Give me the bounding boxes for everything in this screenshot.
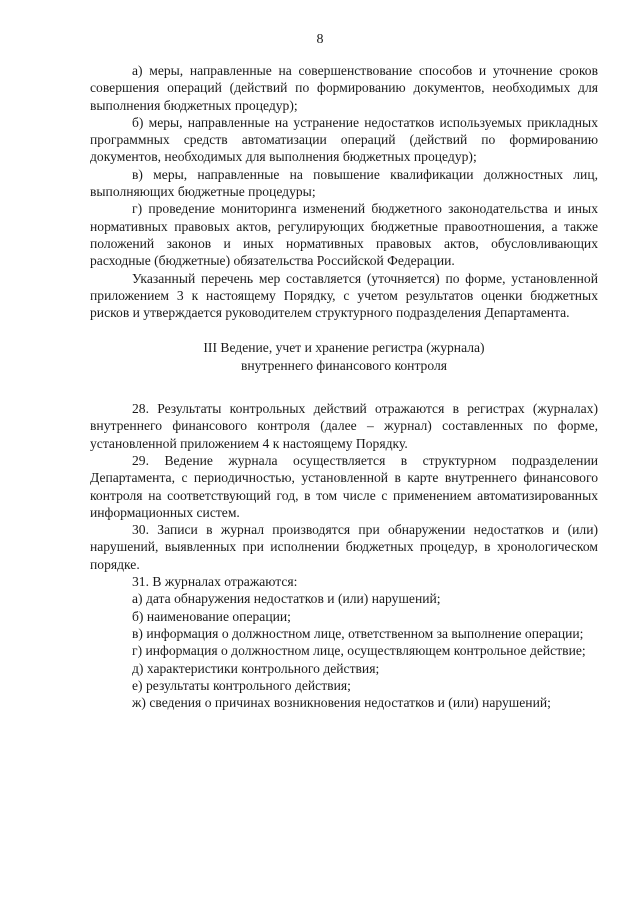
list-item-zh: ж) сведения о причинах возникновения недостатков и (или) нарушений;	[132, 695, 551, 711]
paragraph-measure-g: г) проведение мониторинга изменений бюджетного законодательства и иных нормативных правовых актов, регулирующих бюджетные правоотношения, а также положений законов и иных нормативных правовых актов, обусловливающих расходные (бюджетные) обязательства Российской Федерации.	[90, 201, 598, 269]
paragraph-measure-a: а) меры, направленные на совершенствование способов и уточнение сроков совершения операций (действий по формированию документов, необходимых для выполнения бюджетных процедур);	[90, 63, 598, 113]
list-item-v: в) информация о должностном лице, ответственном за выполнение операции;	[132, 625, 584, 641]
list-item-e: е) результаты контрольного действия;	[132, 677, 351, 693]
paragraph-31: 31. В журналах отражаются:	[132, 574, 298, 590]
page-number: 8	[316, 32, 324, 47]
list-item-a: а) дата обнаружения недостатков и (или) нарушений;	[132, 591, 441, 607]
paragraph-measures-list: Указанный перечень мер составляется (уточняется) по форме, установленной приложением 3 к настоящему Порядку, с учетом результатов оценки бюджетных рисков и утверждается руководителем структурного подразделения Департамента.	[90, 270, 598, 321]
list-item-d: д) характеристики контрольного действия;	[132, 660, 380, 676]
paragraph-measure-b: б) меры, направленные на устранение недостатков используемых прикладных программных средств автоматизации операций (действий по формированию документов, необходимых для выполнения бюджетных процедур);	[90, 114, 598, 165]
section-heading-line-2: внутреннего финансового контроля	[240, 357, 448, 373]
paragraph-28: 28. Результаты контрольных действий отражаются в регистрах (журналах) внутреннего финансового контроля (далее – журнал) составленных по форме, установленной приложением 4 к настоящему Порядку.	[90, 401, 598, 451]
paragraph-29: 29. Ведение журнала осуществляется в структурном подразделении Департамента, с периодичностью, установленной в карте внутреннего финансового контроля на соответствующий год, в том числе с применением автоматизированных информационных систем.	[90, 452, 598, 520]
paragraph-measure-v: в) меры, направленные на повышение квалификации должностных лиц, выполняющих бюджетные процедуры;	[90, 166, 598, 200]
list-item-b: б) наименование операции;	[132, 608, 291, 624]
paragraph-30: 30. Записи в журнал производятся при обнаружении недостатков и (или) нарушений, выявленных при исполнении бюджетных процедур, в хронологическом порядке.	[90, 522, 598, 572]
section-heading-line-1: III Ведение, учет и хранение регистра (журнала)	[203, 340, 485, 356]
list-item-g: г) информация о должностном лице, осуществляющем контрольное действие;	[132, 643, 586, 659]
document-body	[90, 62, 598, 711]
section-heading	[90, 339, 598, 374]
